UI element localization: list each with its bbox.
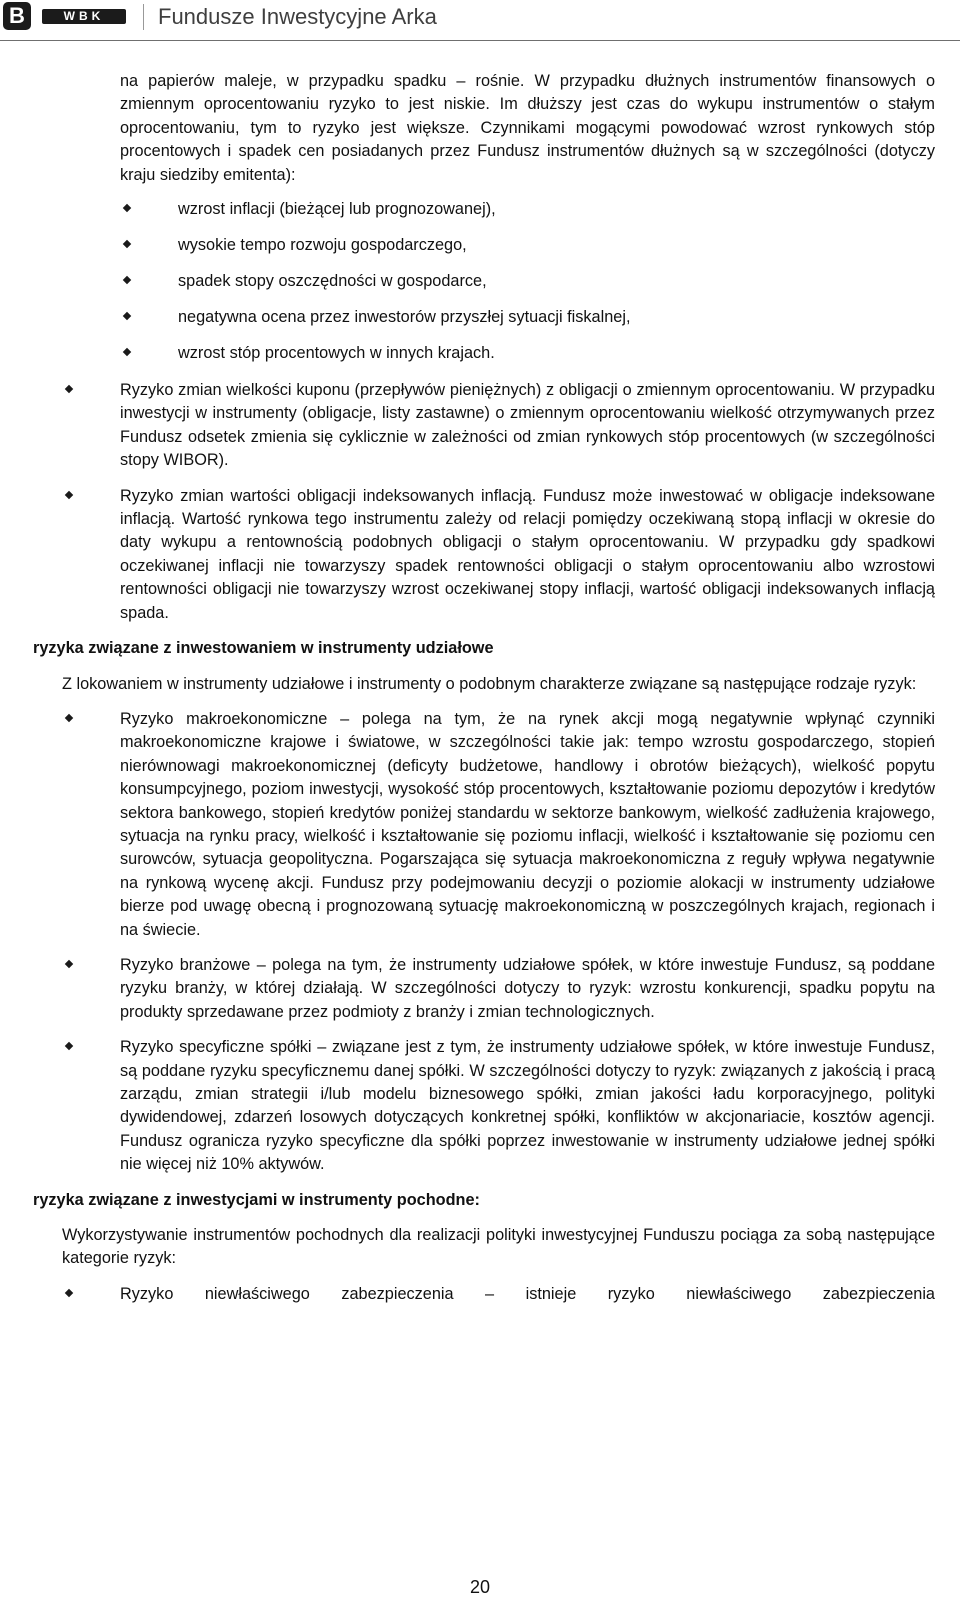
list-item bbox=[120, 708, 935, 942]
list-item bbox=[178, 342, 935, 378]
list-item bbox=[120, 1036, 935, 1176]
list-item bbox=[120, 485, 935, 625]
list-item bbox=[120, 379, 935, 473]
diamond-bullet-icon bbox=[65, 960, 73, 968]
list-item bbox=[178, 234, 935, 270]
sub-bullet-list bbox=[0, 198, 960, 378]
diamond-bullet-icon bbox=[123, 204, 131, 212]
page-number: 20 bbox=[469, 1577, 491, 1597]
list-item-text: wysokie tempo rozwoju gospodarczego, bbox=[178, 236, 467, 255]
page-header bbox=[0, 0, 960, 41]
diamond-bullet-icon bbox=[123, 276, 131, 284]
diamond-bullet-icon bbox=[123, 312, 131, 320]
diamond-bullet-icon bbox=[65, 385, 73, 393]
list-item-text: Ryzyko niewłaściwego zabezpieczenia – istnieje ryzyko niewłaściwego zabezpieczenia bbox=[120, 1284, 935, 1303]
list-item-text: Ryzyko makroekonomiczne – polega na tym, że na rynek akcji mogą negatywnie wpłynąć czynniki makroekonomiczne krajowe i światowe, w szczególności takie jak: tempo wzrostu gospodarczego, stopień nierównowagi makroekonomicznej (deficyty budżetowe, handlowy i obrotów bieżących), wielkość popytu konsumpcyjnego, poziom inwestycji, wysokość stóp procentowych, kształtowanie poziomu depozytów i kredytów sektora bankowego, stopień kredytów poniżej standardu w sektorze bankowym, wielkość zadłużenia krajowego, sytuacja na rynku pracy, wielkość i kształtowanie się poziomu inflacji, wielkość i kształtowanie się poziomu cen surowców, sytuacja geopolityczna. Pogarszająca się sytuacja makroekonomiczna z reguły wpływa negatywnie na rynkową wycenę akcji. Fundusz przy podejmowaniu decyzji o poziomie alokacji w instrumenty udziałowe bierze pod uwagę obecną i prognozowaną sytuację makroekonomiczną w poszczególnych krajach, regionach i na świecie. bbox=[120, 709, 935, 939]
diamond-bullet-icon bbox=[123, 240, 131, 248]
list-item bbox=[178, 306, 935, 342]
list-item bbox=[120, 1283, 935, 1306]
list-item-text: negatywna ocena przez inwestorów przyszłej sytuacji fiskalnej, bbox=[178, 308, 631, 327]
bank-logo-icon: B bbox=[3, 2, 31, 30]
document-body bbox=[0, 70, 960, 1306]
list-item-text: Ryzyko specyficzne spółki – związane jest z tym, że instrumenty udziałowe spółek, w które inwestuje Fundusz, są poddane ryzyku specyficznemu danej spółki. W szczególności dotyczy to ryzyk: związanych z jakością i pracą zarządu, zmian strategii i/lub modelu biznesowego spółki, zmian jakości ładu korporacyjnego, polityki dywidendowej, zdarzeń losowych dotyczących konkretnej spółki, konfliktów w akcjonariacie, kosztów agencji. Fundusz ogranicza ryzyko specyficzne dla spółki poprzez inwestowanie w instrumenty udziałowe jednej spółki nie więcej niż 10% aktywów. bbox=[120, 1038, 935, 1174]
list-item-text: wzrost stóp procentowych w innych krajach. bbox=[178, 344, 495, 363]
list-item bbox=[178, 270, 935, 306]
wbk-logo: WBK bbox=[42, 9, 126, 24]
diamond-bullet-icon bbox=[123, 348, 131, 356]
list-item-text: Ryzyko branżowe – polega na tym, że instrumenty udziałowe spółek, w które inwestuje Fundusz, są poddane ryzyku branży, w której działają. W szczególności dotyczy to ryzyk: wzrostu konkurencji, spadku popytu na produkty sprzedawane przez podmioty z branży i zmian technologicznych. bbox=[120, 955, 935, 1021]
diamond-bullet-icon bbox=[65, 1042, 73, 1050]
list-item-text: Ryzyko zmian wartości obligacji indeksowanych inflacją. Fundusz może inwestować w obligacje indeksowane inflacją. Wartość rynkowa tego instrumentu zależy od relacji pomiędzy oczekiwaną stopą inflacji w okresie do daty wykupu a rentownością podobnych obligacji o stałym oprocentowaniu. W przypadku gdy spadkowi oczekiwanej inflacji nie towarzyszy spadek rentowności obligacji o stałym oprocentowaniu albo wzrostowi rentowności obligacji nie towarzyszy wzrost oczekiwanej stopy inflacji, wartość obligacji indeksowanych inflacją spada. bbox=[120, 486, 935, 622]
section-heading: ryzyka związane z inwestowaniem w instrumenty udziałowe bbox=[33, 639, 494, 658]
diamond-bullet-icon bbox=[65, 714, 73, 722]
diamond-bullet-icon bbox=[65, 490, 73, 498]
list-item bbox=[178, 198, 935, 234]
list-item bbox=[120, 954, 935, 1024]
header-divider bbox=[143, 4, 144, 30]
list-item-text: spadek stopy oszczędności w gospodarce, bbox=[178, 272, 487, 291]
section-heading: ryzyka związane z inwestycjami w instrumenty pochodne: bbox=[33, 1190, 480, 1209]
diamond-bullet-icon bbox=[65, 1289, 73, 1297]
header-title: Fundusze Inwestycyjne Arka bbox=[158, 4, 437, 29]
section-paragraph: Wykorzystywanie instrumentów pochodnych dla realizacji polityki inwestycyjnej Funduszu pociąga za sobą następujące kategorie ryzyk: bbox=[62, 1226, 935, 1268]
intro-paragraph: na papierów maleje, w przypadku spadku – rośnie. W przypadku dłużnych instrumentów finansowych o zmiennym oprocentowaniu ryzyko to jest niskie. Im dłuższy jest czas do wykupu instrumentów o stałym oprocentowaniu, tym to ryzyko jest większe. Czynnikami mogącymi powodować wzrost rynkowych stóp procentowych i spadek cen posiadanych przez Fundusz instrumentów dłużnych są w szczególności (dotyczy kraju siedziby emitenta): bbox=[120, 72, 935, 184]
list-item-text: Ryzyko zmian wielkości kuponu (przepływów pieniężnych) z obligacji o zmiennym oprocentowaniu. W przypadku inwestycji w instrumenty (obligacje, listy zastawne) o zmiennym oprocentowaniu wielkość otrzymywanych przez Fundusz odsetek zmienia się cyklicznie w zależności od zmian rynkowych stóp procentowych (w szczególności stopy WIBOR). bbox=[120, 381, 935, 470]
list-item-text: wzrost inflacji (bieżącej lub prognozowanej), bbox=[178, 200, 496, 219]
section-paragraph: Z lokowaniem w instrumenty udziałowe i instrumenty o podobnym charakterze związane są następujące rodzaje ryzyk: bbox=[62, 674, 917, 693]
